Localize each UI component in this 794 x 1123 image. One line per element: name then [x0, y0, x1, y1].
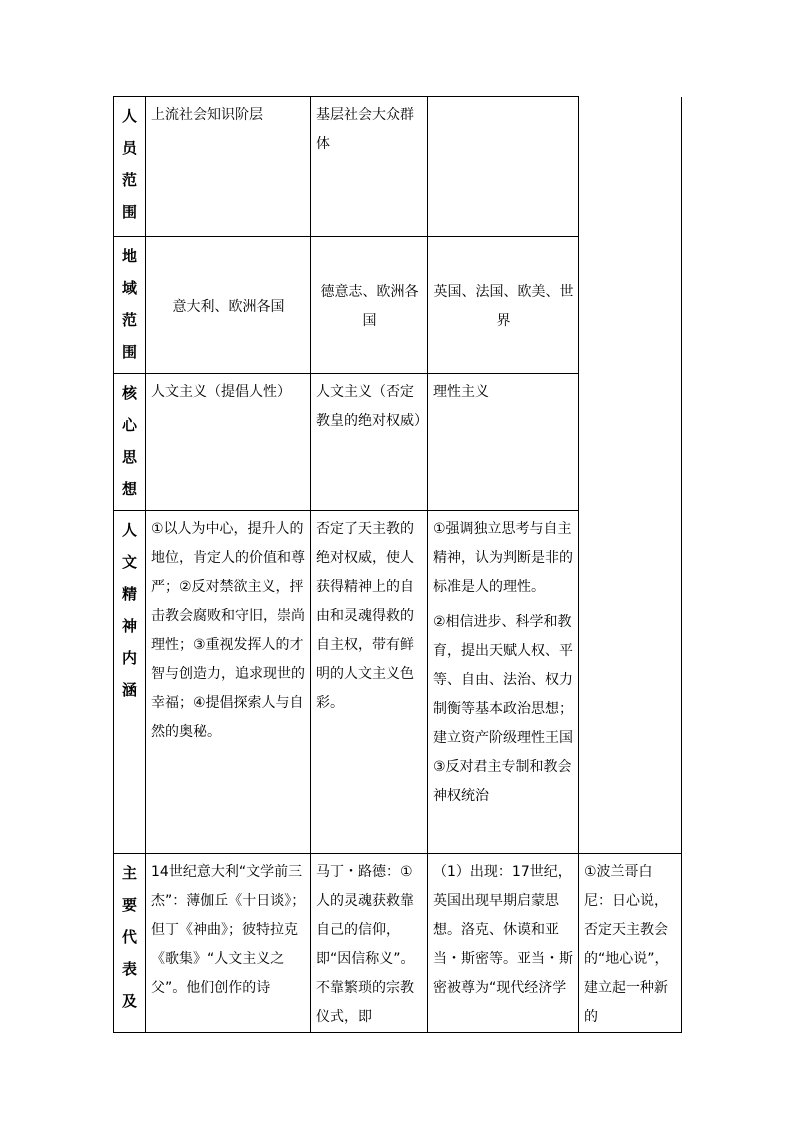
enlightenment-point-2: ②相信进步、科学和教育，提出天赋人权、平等、自由、法治、权力制衡等基本政治思想；建立资产阶级理性王国③反对君主专制和教会神权统治: [433, 614, 573, 804]
cell-enlightenment-personnel: [428, 97, 579, 237]
row-header-figures: 主 要 代 表 及: [114, 854, 146, 1033]
row-header-core: 核 心 思 想: [114, 374, 146, 511]
cell-reformation-personnel: 基层社会大众群体: [311, 97, 428, 237]
row-header-personnel: 人 员 范 围: [114, 97, 146, 237]
cell-science-blank: [579, 97, 682, 854]
cell-science-figures: ①波兰哥白尼：日心说，否定天主教会的“地心说”，建立起一种新的: [579, 854, 682, 1033]
cell-reformation-figures: 马丁・路德：①人的灵魂获救靠自己的信仰，即“因信称义”。不靠繁琐的宗教仪式，即: [311, 854, 428, 1033]
cell-enlightenment-humanism: [428, 511, 579, 854]
cell-reformation-region: 德意志、欧洲各国: [311, 237, 428, 374]
cell-renaissance-figures: 14世纪意大利“文学前三杰”：薄伽丘《十日谈》；但丁《神曲》；彼特拉克《歌集》“人文主义之父”。他们创作的诗: [146, 854, 311, 1033]
cell-renaissance-humanism: ①以人为中心，提升人的地位，肯定人的价值和尊严；②反对禁欲主义，抨击教会腐败和守旧，崇尚理性；③重视发挥人的才智与创造力，追求现世的幸福；④提倡探索人与自然的奥秘。: [146, 511, 311, 854]
table-row-personnel: [114, 97, 682, 237]
row-header-region: 地 域 范 围: [114, 237, 146, 374]
history-comparison-table: [113, 96, 682, 1033]
table-row-figures: [114, 854, 682, 1033]
cell-enlightenment-region: 英国、法国、欧美、世界: [428, 237, 579, 374]
cell-reformation-humanism: 否定了天主教的绝对权威，使人获得精神上的自由和灵魂得救的自主权，带有鲜明的人文主义色彩。: [311, 511, 428, 854]
cell-renaissance-personnel: 上流社会知识阶层: [146, 97, 311, 237]
row-header-humanism: 人 文 精 神 内 涵: [114, 511, 146, 854]
cell-renaissance-core: 人文主义（提倡人性）: [146, 374, 311, 511]
cell-enlightenment-core: 理性主义: [428, 374, 579, 511]
cell-enlightenment-figures: （1）出现：17世纪，英国出现早期启蒙思想。洛克、休谟和亚当・斯密等。亚当・斯密被尊为“现代经济学: [428, 854, 579, 1033]
cell-reformation-core: 人文主义（否定教皇的绝对权威）: [311, 374, 428, 511]
enlightenment-point-1: ①强调独立思考与自主精神，认为判断是非的标准是人的理性。: [433, 521, 573, 595]
cell-renaissance-region: 意大利、欧洲各国: [146, 237, 311, 374]
